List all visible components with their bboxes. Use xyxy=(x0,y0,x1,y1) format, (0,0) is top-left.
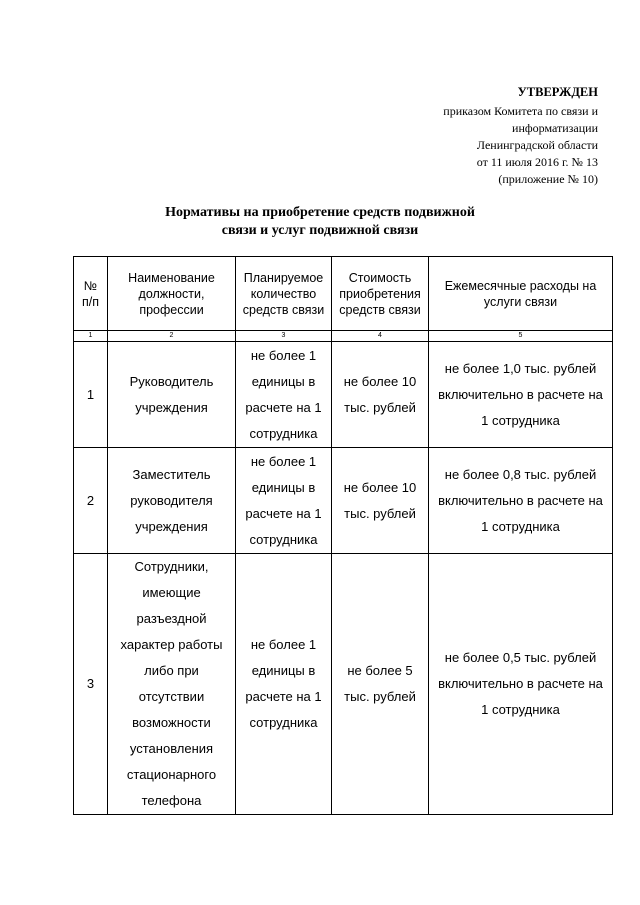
position-cell: Заместитель руководителя учреждения xyxy=(108,448,236,554)
approval-line: информатизации xyxy=(512,121,598,135)
column-number: 4 xyxy=(332,331,429,342)
header-quantity: Планируемое количество средств связи xyxy=(236,257,332,331)
monthly-cell: не более 0,8 тыс. рублей включительно в расчете на 1 сотрудника xyxy=(429,448,613,554)
header-position: Наименование должности, профессии xyxy=(108,257,236,331)
row-number: 1 xyxy=(74,342,108,448)
header-monthly: Ежемесячные расходы на услуги связи xyxy=(429,257,613,331)
row-number: 3 xyxy=(74,554,108,815)
approval-block xyxy=(443,84,598,188)
column-number: 1 xyxy=(74,331,108,342)
table-row xyxy=(74,342,613,448)
column-number-row xyxy=(74,331,613,342)
monthly-cell: не более 0,5 тыс. рублей включительно в расчете на 1 сотрудника xyxy=(429,554,613,815)
cost-cell: не более 10 тыс. рублей xyxy=(332,448,429,554)
table-header-row xyxy=(74,257,613,331)
approval-line: Ленинградской области xyxy=(476,138,598,152)
quantity-cell: не более 1 единицы в расчете на 1 сотрудника xyxy=(236,342,332,448)
cost-cell: не более 10 тыс. рублей xyxy=(332,342,429,448)
norms-table xyxy=(73,256,613,815)
table-row xyxy=(74,448,613,554)
column-number: 3 xyxy=(236,331,332,342)
column-number: 5 xyxy=(429,331,613,342)
document-title xyxy=(0,204,640,240)
title-line: Нормативы на приобретение средств подвижной xyxy=(165,205,475,220)
quantity-cell: не более 1 единицы в расчете на 1 сотрудника xyxy=(236,448,332,554)
approval-line: (приложение № 10) xyxy=(498,172,598,186)
table-row xyxy=(74,554,613,815)
title-line: связи и услуг подвижной связи xyxy=(221,223,419,238)
cost-cell: не более 5 тыс. рублей xyxy=(332,554,429,815)
monthly-cell: не более 1,0 тыс. рублей включительно в расчете на 1 сотрудника xyxy=(429,342,613,448)
approval-heading: УТВЕРЖДЕН xyxy=(517,85,598,99)
column-number: 2 xyxy=(108,331,236,342)
header-num: № п/п xyxy=(74,257,108,331)
quantity-cell: не более 1 единицы в расчете на 1 сотрудника xyxy=(236,554,332,815)
header-cost: Стоимость приобретения средств связи xyxy=(332,257,429,331)
position-cell: Сотрудники, имеющие разъездной характер работы либо при отсутствии возможности установления стационарного телефона xyxy=(108,554,236,815)
position-cell: Руководитель учреждения xyxy=(108,342,236,448)
approval-line: от 11 июля 2016 г. № 13 xyxy=(476,155,598,169)
approval-line: приказом Комитета по связи и xyxy=(443,104,598,118)
row-number: 2 xyxy=(74,448,108,554)
